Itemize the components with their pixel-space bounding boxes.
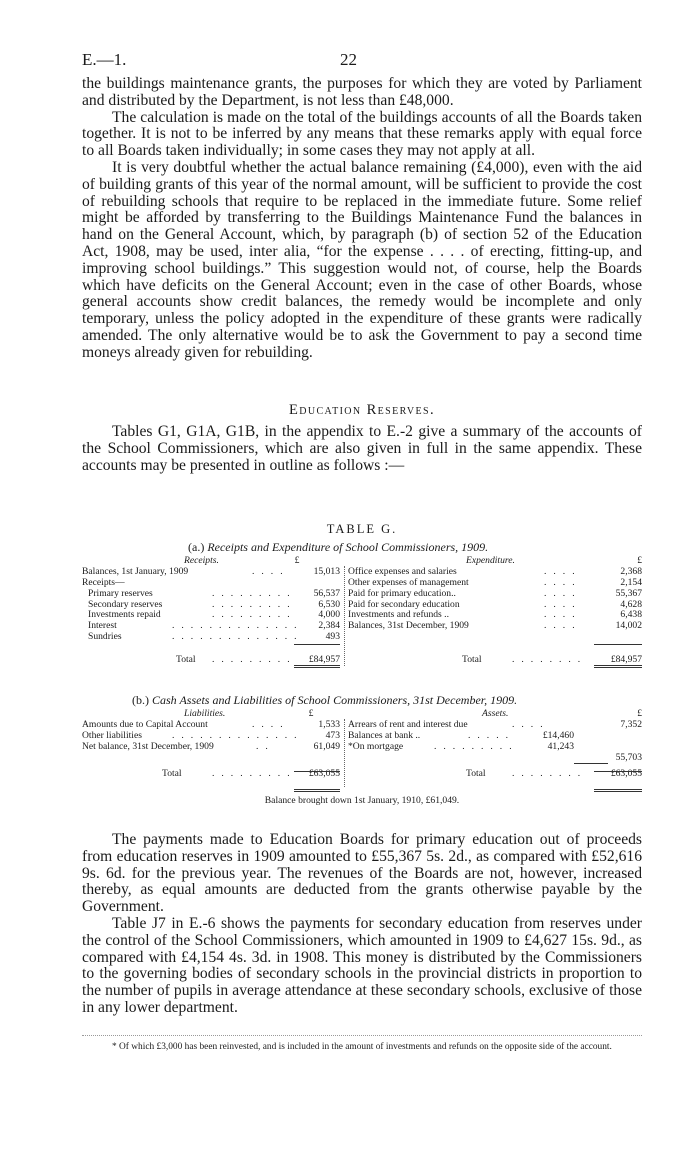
double-rule [294,789,340,792]
section-heading: Education Reserves. [288,402,436,418]
table-b-caption [132,693,517,708]
footnote: * Of which £3,000 has been reinvested, and is included in the amount of investments and refunds on the opposite side of the account. [112,1042,612,1052]
table-row-total: Total ........ £63,055 [466,768,642,780]
footnote-rule [82,1035,642,1036]
column-divider [344,566,345,666]
double-rule [294,665,340,668]
paragraph-3: It is very doubtful whether the actual balance remaining (£4,000), even with the aid of building grants of this year of the normal amount, will be sufficient to provide the cost of rebuilding schools that require to be replaced in the immediate future. Some relief might be afforded by transferring to the Buildings Maintenance Fund the balances in hand on the General Account, which, by paragraph (b) of section 52 of the Education Act, 1908, may be used, inter alia, “for the expense . . . . of erecting, fitting-up, and improving school buildings.” This suggestion would not, of course, help the Boards which have deficits on the General Account; even in the case of other Boards, whose general accounts show credit balances, the remedy would be incomplete and only temporary, unless the policy adopted in the expenditure of these grants were radically amended. The only alternative would be to ask the Government to pay a second time moneys already given for rebuilding. [82,158,642,361]
double-rule [594,789,642,792]
receipts-heading: Receipts. [184,555,219,566]
table-row: Other liabilities .............. 473 [82,729,340,741]
bottom-text [82,832,642,1017]
document-reference: E.—1. [82,50,127,69]
table-title: TABLE G. [326,522,398,536]
paragraph-secondary: Table J7 in E.-6 shows the payments for secondary education from reserves under the control of the School Commissioners, which amounted in 1909 to £4,627 15s. 9d., as compared with £4,154 4s. 3d. in 1908. This money is distributed by the Commissioners to the governing bodies of secondary schools in the provincial districts in proportion to the number of pupils in average attendance at these secondary schools, exclusive of those in any lower department. [82,914,642,1016]
currency-symbol: £ [294,555,300,566]
table-row: Net balance, 31st December, 1909 .. 61,049 [82,740,340,752]
table-row: Interest .............. 2,384 [88,620,340,632]
double-rule [594,665,642,668]
table-row: Receipts— [82,576,125,588]
table-row: Primary reserves ......... 56,537 [88,587,340,599]
assets-heading: Assets. [482,708,509,719]
currency-symbol: £ [308,708,314,719]
paragraph-intro: Tables G1, G1A, G1B, in the appendix to E.-2 give a summary of the accounts of the School Commissioners, which are also given in full in the same appendix. These accounts may be presented in outline as follows :— [82,423,642,474]
table-row: Amounts due to Capital Account .... 1,533 [82,718,340,730]
currency-symbol: £ [637,555,642,566]
table-row: 55,703 [615,751,642,763]
table-a-receipts [82,556,342,666]
table-row-total: Total ......... £63,055 [162,768,340,780]
table-row: Arrears of rent and interest due .... 7,352 [348,718,642,730]
rule [594,644,642,645]
column-divider [344,719,345,787]
table-b-label: (b.) [132,693,149,707]
paragraph-1: the buildings maintenance grants, the purposes for which they are voted by Parliament and distributed by the Department, is not less than £48,000. [82,75,642,109]
table-row: Investments and refunds .. .... 6,438 [348,609,642,621]
expenditure-heading: Expenditure. [466,555,515,566]
currency-symbol: £ [637,708,642,719]
table-row: Sundries .............. 493 [88,631,340,643]
table-row: *On mortgage ......... 41,243 [348,740,574,752]
table-row: Paid for primary education.. .... 55,367 [348,587,642,599]
table-a-label: (a.) [188,540,205,554]
table-row-total: Total ........ £84,957 [462,654,642,666]
table-row: Office expenses and salaries .... 2,368 [348,565,642,577]
table-b-liabilities [82,709,342,780]
liabilities-heading: Liabilities. [184,708,226,719]
rule [294,644,340,645]
table-b [82,709,642,789]
table-a [82,556,642,666]
rule [594,771,642,772]
rule [574,763,608,764]
table-row: Balances, 31st December, 1909 .... 14,002 [348,620,642,632]
rule [294,771,340,772]
table-row: Paid for secondary education .... 4,628 [348,598,642,610]
table-b-caption-text: Cash Assets and Liabilities of School Commissioners, 31st December, 1909. [152,693,518,707]
table-row: Secondary reserves ......... 6,530 [88,598,340,610]
table-a-caption-text: Receipts and Expenditure of School Commissioners, 1909. [207,540,489,554]
top-text [82,76,642,362]
table-a-caption [188,540,488,555]
page-number: 22 [340,50,357,69]
intro-text [82,424,642,474]
paragraph-2: The calculation is made on the total of the buildings accounts of all the Boards taken together. It is not to be inferred by any means that these remarks apply with equal force to all Boards taken individually; in some cases they may not apply at all. [82,108,642,160]
table-row: Investments repaid ......... 4,000 [88,609,340,621]
table-row: Balances, 1st January, 1909 .... 15,013 [82,565,340,577]
table-a-expenditure [344,556,642,666]
table-row-total: Total ......... £84,957 [176,654,340,666]
table-b-assets [344,709,642,780]
paragraph-payments: The payments made to Education Boards for primary education out of proceeds from education reserves in 1909 amounted to £55,367 5s. 2d., as compared with £52,616 9s. 6d. for the previous year. The revenues of the Boards are not, however, increased thereby, as equal amounts are deducted from the grants otherwise payable by the Government. [82,831,642,916]
table-row: Balances at bank .. ..... £14,460 [348,729,574,741]
table-row: Other expenses of management .... 2,154 [348,576,642,588]
balance-note: Balance brought down 1st January, 1910, £61,049. [264,795,460,806]
